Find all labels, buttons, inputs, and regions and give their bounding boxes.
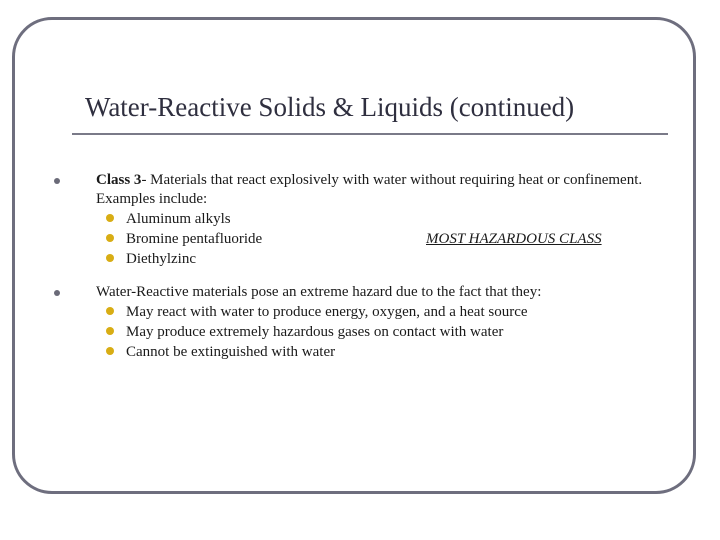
hazard-note: MOST HAZARDOUS CLASS bbox=[426, 231, 602, 247]
list-item bbox=[96, 209, 656, 229]
bullet-section-class-3 bbox=[50, 171, 660, 269]
bullet-section-hazard bbox=[50, 283, 660, 362]
list-item bbox=[96, 249, 656, 269]
slide-title: Water-Reactive Solids & Liquids (continued) bbox=[85, 92, 575, 122]
sub-bullet-icon bbox=[106, 214, 114, 222]
list-item-text: May react with water to produce energy, oxygen, and a heat source bbox=[126, 304, 528, 320]
list-item-text: Bromine pentafluoride bbox=[126, 231, 263, 247]
main-bullet-icon bbox=[54, 178, 60, 184]
class-description: - Materials that react explosively with water without requiring heat or confinement. Examples include: bbox=[96, 172, 643, 207]
section-text bbox=[96, 283, 656, 362]
hazard-list bbox=[96, 302, 656, 362]
list-item-text: Cannot be extinguished with water bbox=[126, 344, 336, 360]
hazard-description: Water-Reactive materials pose an extreme hazard due to the fact that they: bbox=[96, 284, 542, 300]
list-item bbox=[96, 342, 656, 362]
title-divider bbox=[72, 133, 668, 135]
class-label: Class 3 bbox=[96, 172, 142, 188]
list-item-text: May produce extremely hazardous gases on contact with water bbox=[126, 324, 504, 340]
section-text bbox=[96, 171, 656, 269]
sub-bullet-icon bbox=[106, 234, 114, 242]
main-bullet-icon bbox=[54, 290, 60, 296]
sub-bullet-icon bbox=[106, 307, 114, 315]
list-item bbox=[96, 229, 656, 249]
list-item-text: Diethylzinc bbox=[126, 251, 196, 267]
sub-bullet-icon bbox=[106, 327, 114, 335]
list-item bbox=[96, 322, 656, 342]
sub-bullet-icon bbox=[106, 347, 114, 355]
list-item bbox=[96, 302, 656, 322]
list-item-text: Aluminum alkyls bbox=[126, 211, 231, 227]
example-list bbox=[96, 209, 656, 269]
sub-bullet-icon bbox=[106, 254, 114, 262]
